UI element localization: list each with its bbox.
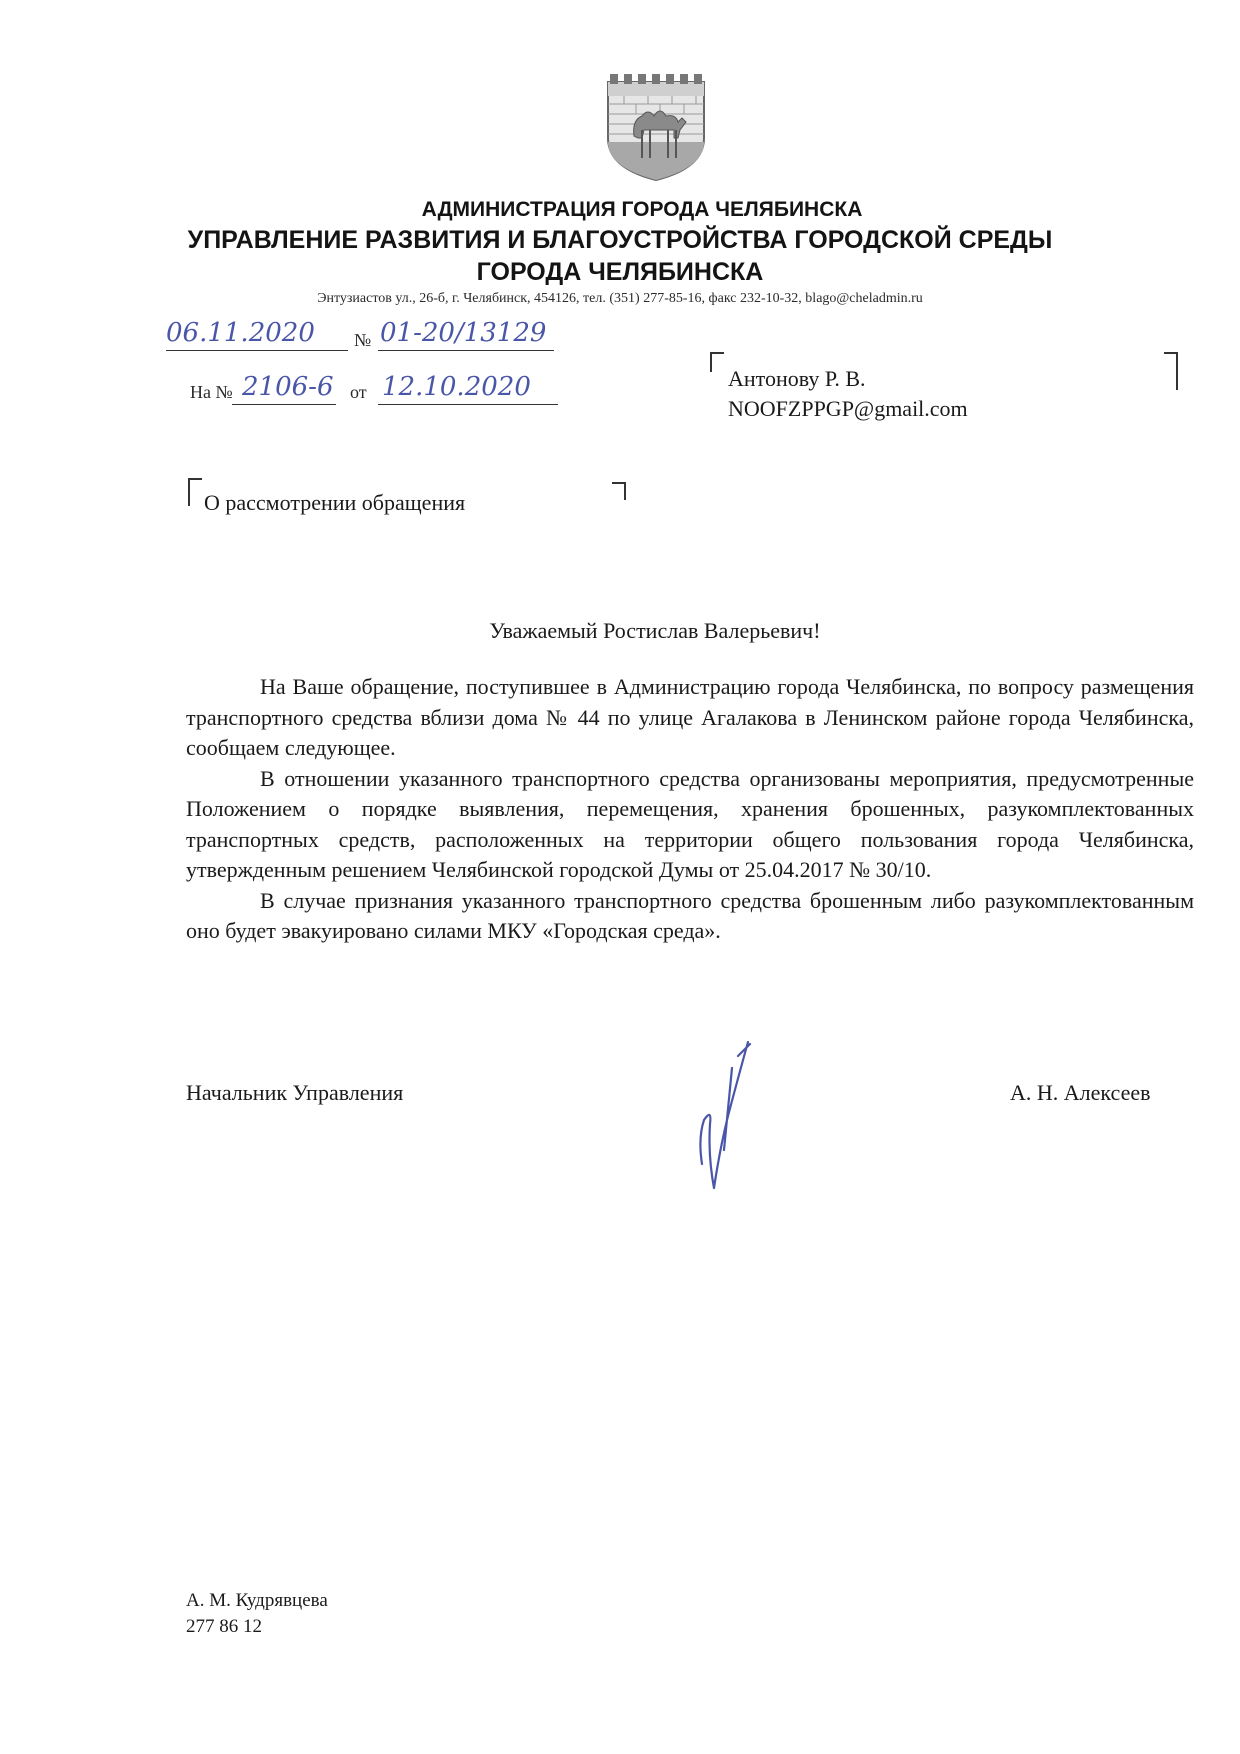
header-address: Энтузиастов ул., 26-б, г. Челябинск, 454126, тел. (351) 277-85-16, факс 232-10-32, blago@cheladmin.ru (317, 291, 923, 306)
subject-corner-right (612, 482, 626, 500)
executor-name: А. М. Кудрявцева (186, 1590, 328, 1611)
handwritten-signature (680, 1038, 770, 1198)
letter-body (186, 672, 1194, 947)
header-city: ГОРОДА ЧЕЛЯБИНСКА (476, 258, 764, 286)
body-paragraph-3: В случае признания указанного транспортного средства брошенным либо разукомплектованным оно будет эвакуировано силами МКУ «Городская среда». (186, 887, 1194, 943)
registration-number: 01-20/13129 (380, 318, 547, 348)
greeting: Уважаемый Ростислав Валерьевич! (489, 618, 821, 643)
recipient-corner-left (710, 352, 724, 372)
recipient-block (728, 364, 968, 424)
signatory-name: А. Н. Алексеев (1010, 1080, 1151, 1105)
letter-subject: О рассмотрении обращения (204, 490, 466, 515)
recipient-email: NOOFZPPGP@gmail.com (728, 396, 968, 421)
ref-number-underline (232, 404, 336, 405)
ref-date-underline (378, 404, 558, 405)
recipient-name: Антонову Р. В. (728, 366, 866, 391)
header-department: УПРАВЛЕНИЕ РАЗВИТИЯ И БЛАГОУСТРОЙСТВА ГОРОДСКОЙ СРЕДЫ (187, 226, 1053, 254)
registration-number-label: № (354, 330, 372, 350)
ref-from-label: от (350, 382, 367, 402)
signatory-title: Начальник Управления (186, 1080, 404, 1105)
number-underline (378, 350, 554, 351)
recipient-corner-right (1164, 352, 1178, 390)
registration-line (164, 316, 584, 356)
reference-line (188, 372, 588, 412)
registration-date: 06.11.2020 (166, 318, 315, 348)
ref-label: На № (190, 382, 233, 402)
ref-date: 12.10.2020 (382, 372, 531, 402)
header-administration: АДМИНИСТРАЦИЯ ГОРОДА ЧЕЛЯБИНСКА (421, 198, 863, 221)
body-paragraph-2: В отношении указанного транспортного средства организованы мероприятия, предусмотренные Положением о порядке выявления, перемещения, хранения брошенных, разукомплектованных транспортных средств, расположенных на территории общего пользования города Челябинска, утвержденным решением Челябинской городской Думы от 25.04.2017 № 30/10. (186, 765, 1194, 882)
executor-phone: 277 86 12 (186, 1616, 262, 1637)
executor-block (186, 1588, 328, 1640)
date-underline (166, 350, 348, 351)
ref-number: 2106-6 (242, 372, 334, 402)
city-coat-of-arms (604, 72, 708, 184)
body-paragraph-1: На Ваше обращение, поступившее в Администрацию города Челябинска, по вопросу размещения транспортного средства вблизи дома № 44 по улице Агалакова в Ленинском районе города Челябинска, сообщаем следующее. (186, 674, 1194, 760)
subject-corner-left (188, 478, 202, 506)
